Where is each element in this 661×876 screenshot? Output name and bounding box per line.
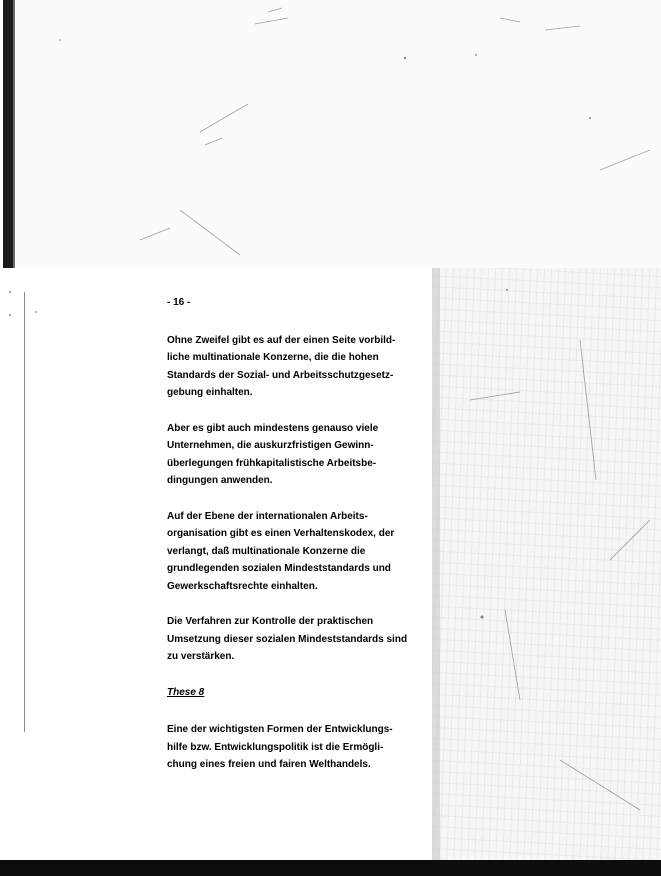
text-line: Unternehmen, die auskurzfristigen Gewinn-	[167, 440, 374, 451]
text-line: Eine der wichtigsten Formen der Entwicklungs-	[167, 724, 393, 735]
paragraph-4	[167, 613, 432, 666]
text-line: Umsetzung dieser sozialen Mindeststandards sind	[167, 633, 408, 645]
paragraph-final	[167, 721, 432, 774]
text-line: Die Verfahren zur Kontrolle der praktischen	[167, 616, 374, 627]
text-line: Ohne Zweifel gibt es auf der einen Seite vorbild-	[167, 334, 396, 346]
text-line: überlegungen frühkapitalistische Arbeitsbe-	[167, 457, 377, 469]
text-line: hilfe bzw. Entwicklungspolitik ist die Ermögli-	[167, 741, 384, 753]
text-line: organisation gibt es einen Verhaltenskodex, der	[167, 528, 395, 539]
section-heading: These 8	[167, 686, 205, 698]
text-line: liche multinationale Konzerne, die die hohen	[167, 352, 379, 363]
text-line: Aber es gibt auch mindestens genauso viele	[167, 422, 379, 434]
text-line: dingungen anwenden.	[167, 475, 273, 486]
page-number: - 16 -	[167, 297, 191, 308]
paragraph-3	[167, 508, 432, 596]
paragraph-2	[167, 420, 432, 490]
text-line: chung eines freien und fairen Welthandels.	[167, 759, 371, 770]
text-line: grundlegenden sozialen Mindeststandards und	[167, 563, 391, 574]
text-line: zu verstärken.	[167, 651, 235, 662]
text-line: gebung einhalten.	[167, 387, 253, 398]
document-text	[167, 294, 432, 792]
text-line: Standards der Sozial- und Arbeitsschutzgesetz-	[167, 369, 394, 381]
paragraph-1	[167, 332, 432, 402]
text-line: Auf der Ebene der internationalen Arbeits-	[167, 510, 368, 522]
text-line: Gewerkschaftsrechte einhalten.	[167, 580, 318, 592]
text-line: verlangt, daß multinationale Konzerne die	[167, 545, 366, 557]
